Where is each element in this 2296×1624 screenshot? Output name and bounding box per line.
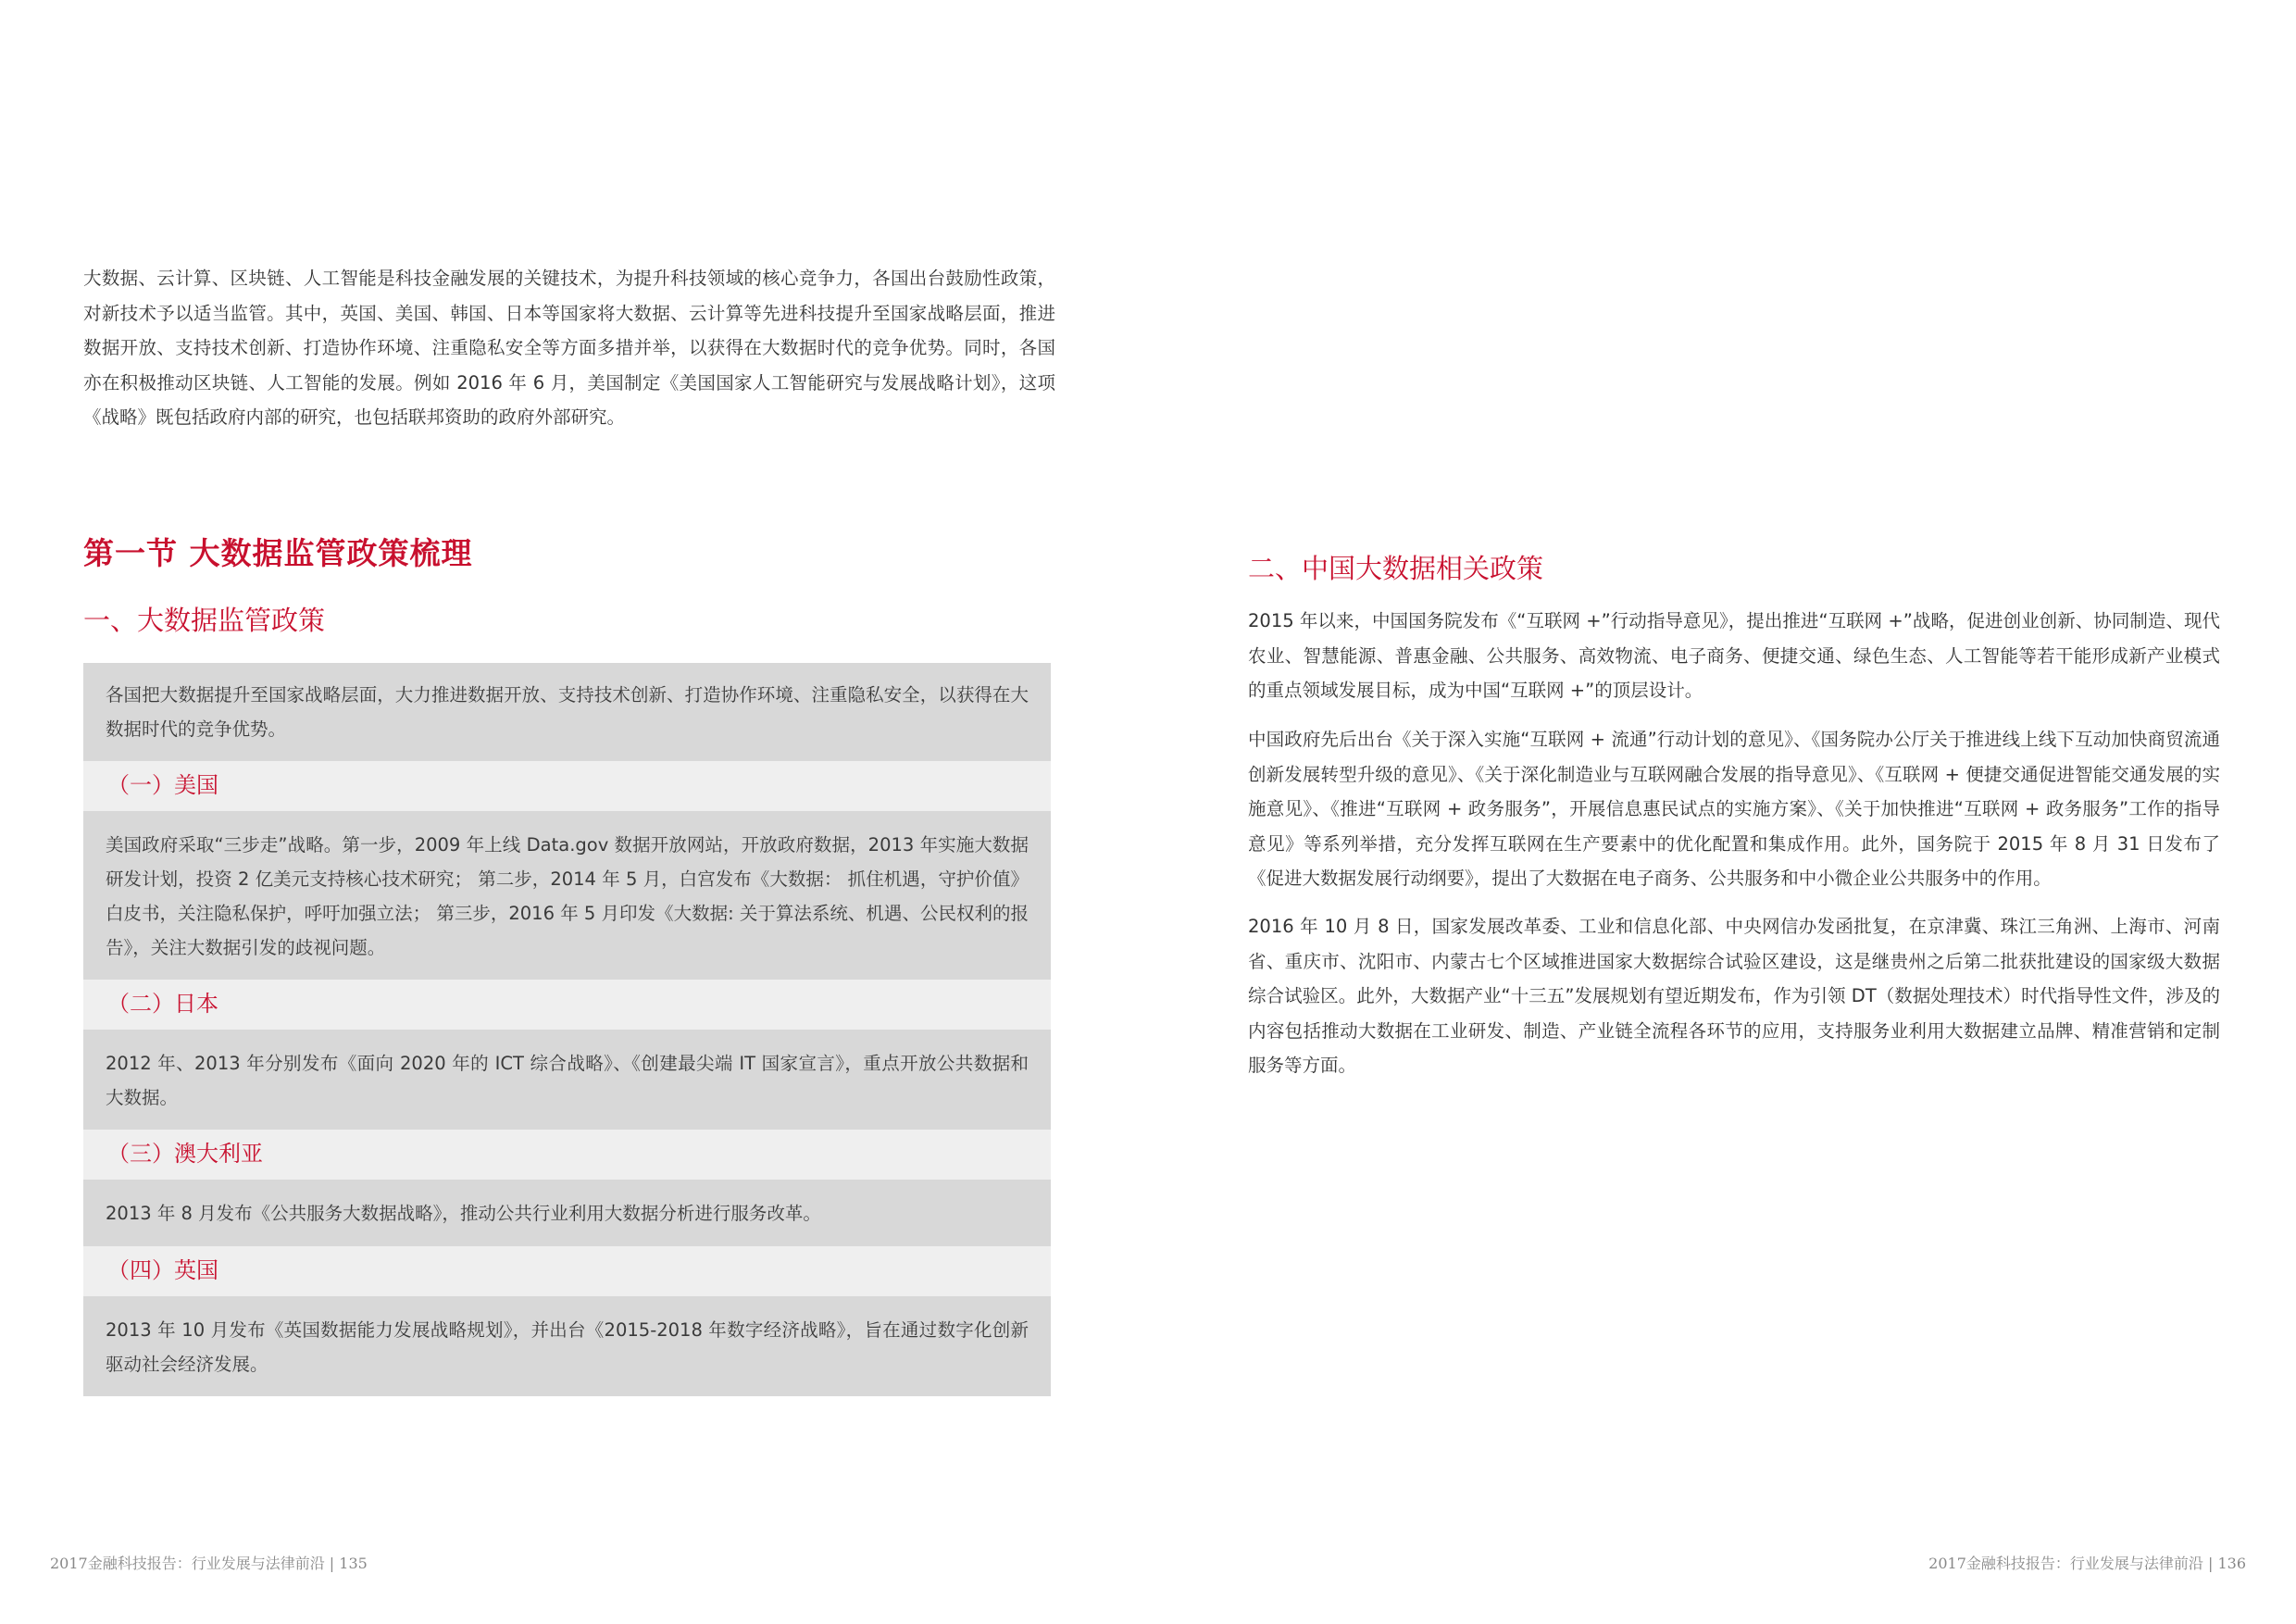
country-heading-usa: （一）美国	[83, 761, 1051, 811]
country-block-japan	[83, 1030, 1051, 1130]
chapter-title: 第一节 大数据监管政策梳理	[83, 535, 473, 571]
section-title-regulation: 一、大数据监管政策	[83, 605, 326, 636]
country-heading-uk: （四）英国	[83, 1246, 1051, 1296]
section-title-china: 二、中国大数据相关政策	[1248, 553, 1544, 584]
country-text-usa: 美国政府采取“三步走”战略。第一步，2009 年上线 Data.gov 数据开放网站，开放政府数据，2013 年实施大数据研发计划，投资 2 亿美元支持核心技术研究； 第二步，2014 年 5 月，白宫发布《大数据： 抓住机遇，守护价值》白皮书，关注隐私保护，呼吁加强立法； 第三步，2016 年 5 月印发《大数据: 关于算法系统、机遇、公民权利的报告》，关注大数据引发的歧视问题。	[106, 834, 1029, 958]
country-text-japan: 2012 年、2013 年分别发布《面向 2020 年的 ICT 综合战略》、《创建最尖端 IT 国家宣言》，重点开放公共数据和大数据。	[106, 1053, 1029, 1108]
country-block-usa	[83, 811, 1051, 980]
china-paragraph-3: 2016 年 10 月 8 日，国家发展改革委、工业和信息化部、中央网信办发函批复，在京津冀、珠江三角洲、上海市、河南省、重庆市、沈阳市、内蒙古七个区域推进国家大数据综合试验区建设，这是继贵州之后第二批获批建设的国家级大数据综合试验区。此外，大数据产业“十三五”发展规划有望近期发布，作为引领 DT（数据处理技术）时代指导性文件，涉及的内容包括推动大数据在工业研发、制造、产业链全流程各环节的应用，支持服务业利用大数据建立品牌、精准营销和定制服务等方面。	[1248, 916, 2220, 1076]
china-paragraph-2: 中国政府先后出台《关于深入实施“互联网 + 流通”行动计划的意见》、《国务院办公厅关于推进线上线下互动加快商贸流通创新发展转型升级的意见》、《关于深化制造业与互联网融合发展的指导意见》、《互联网 + 便捷交通促进智能交通发展的实施意见》、《推进“互联网 + 政务服务”，开展信息惠民试点的实施方案》、《关于加快推进“互联网 + 政务服务”工作的指导意见》等系列举措，充分发挥互联网在生产要素中的优化配置和集成作用。此外，国务院于 2015 年 8 月 31 日发布了《促进大数据发展行动纲要》，提出了大数据在电子商务、公共服务和中小微企业公共服务中的作用。	[1248, 729, 2220, 889]
footer-left: 2017金融科技报告：行业发展与法律前沿 | 135	[50, 1555, 368, 1572]
china-paragraph-1: 2015 年以来，中国国务院发布《“互联网 +”行动指导意见》，提出推进“互联网 +”战略，促进创业创新、协同制造、现代农业、智慧能源、普惠金融、公共服务、高效物流、电子商务、便捷交通、绿色生态、人工智能等若干能形成新产业模式的重点领域发展目标，成为中国“互联网 +”的顶层设计。	[1248, 610, 2220, 701]
intro-paragraph: 大数据、云计算、区块链、人工智能是科技金融发展的关键技术，为提升科技领域的核心竞争力，各国出台鼓励性政策，对新技术予以适当监管。其中，英国、美国、韩国、日本等国家将大数据、云计算等先进科技提升至国家战略层面，推进数据开放、支持技术创新、打造协作环境、注重隐私安全等方面多措并举，以获得在大数据时代的竞争优势。同时，各国亦在积极推动区块链、人工智能的发展。例如 2016 年 6 月，美国制定《美国国家人工智能研究与发展战略计划》，这项《战略》既包括政府内部的研究，也包括联邦资助的政府外部研究。	[83, 268, 1055, 428]
country-heading-australia: （三）澳大利亚	[83, 1130, 1051, 1180]
panel-summary	[83, 663, 1051, 761]
panel-summary-text: 各国把大数据提升至国家战略层面，大力推进数据开放、支持技术创新、打造协作环境、注重隐私安全，以获得在大数据时代的竞争优势。	[106, 684, 1029, 740]
country-block-uk	[83, 1296, 1051, 1396]
country-heading-japan: （二）日本	[83, 980, 1051, 1030]
country-block-australia	[83, 1180, 1051, 1246]
footer-right: 2017金融科技报告：行业发展与法律前沿 | 136	[1928, 1555, 2246, 1572]
country-text-australia: 2013 年 8 月发布《公共服务大数据战略》，推动公共行业利用大数据分析进行服务改革。	[106, 1203, 821, 1224]
country-text-uk: 2013 年 10 月发布《英国数据能力发展战略规划》，并出台《2015-2018 年数字经济战略》，旨在通过数字化创新驱动社会经济发展。	[106, 1319, 1029, 1375]
